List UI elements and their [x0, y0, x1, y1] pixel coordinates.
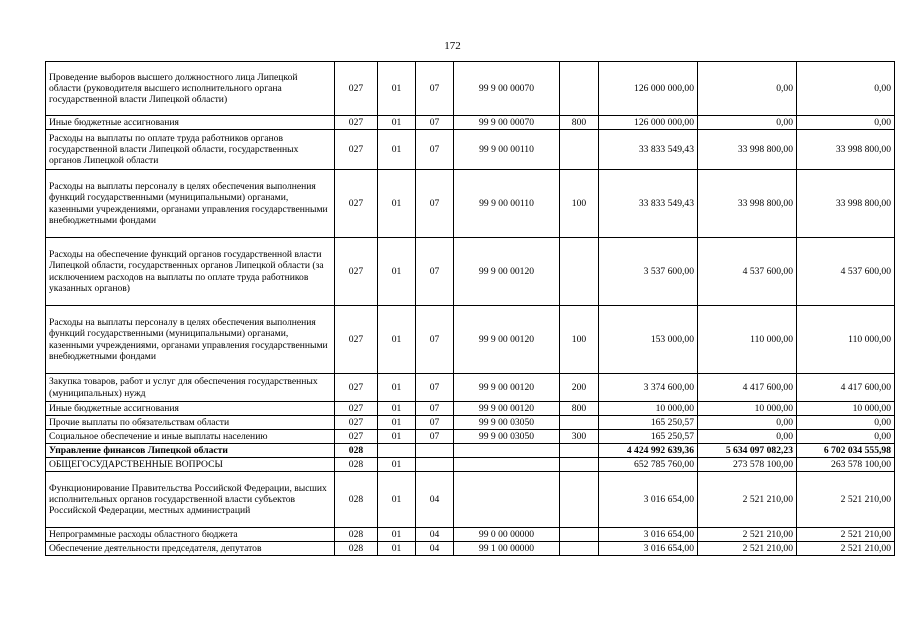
row-name: Иные бюджетные ассигнования [46, 116, 335, 130]
row-subsection: 07 [416, 430, 454, 444]
table-row [46, 472, 895, 528]
row-amount-2: 0,00 [698, 416, 797, 430]
row-subsection: 07 [416, 402, 454, 416]
row-amount-2: 273 578 100,00 [698, 458, 797, 472]
row-amount-1: 126 000 000,00 [599, 116, 698, 130]
row-expense-type [560, 444, 599, 458]
row-section: 01 [378, 374, 416, 402]
table-row [46, 130, 895, 170]
row-amount-1: 4 424 992 639,36 [599, 444, 698, 458]
row-article: 99 9 00 00070 [454, 62, 560, 116]
row-code: 028 [335, 444, 378, 458]
row-article: 99 9 00 00110 [454, 130, 560, 170]
row-article: 99 9 00 00120 [454, 306, 560, 374]
row-article: 99 9 00 00070 [454, 116, 560, 130]
row-article: 99 1 00 00000 [454, 542, 560, 556]
row-code: 028 [335, 528, 378, 542]
row-article [454, 444, 560, 458]
row-amount-3: 6 702 034 555,98 [797, 444, 895, 458]
row-amount-3: 2 521 210,00 [797, 472, 895, 528]
row-name: Обеспечение деятельности председателя, депутатов [46, 542, 335, 556]
table-row [46, 430, 895, 444]
row-amount-1: 3 016 654,00 [599, 542, 698, 556]
row-amount-2: 33 998 800,00 [698, 170, 797, 238]
row-name: Социальное обеспечение и иные выплаты населению [46, 430, 335, 444]
row-subsection: 07 [416, 416, 454, 430]
row-amount-1: 3 016 654,00 [599, 472, 698, 528]
budget-table [45, 61, 895, 556]
row-section: 01 [378, 402, 416, 416]
row-amount-2: 0,00 [698, 62, 797, 116]
row-amount-2: 2 521 210,00 [698, 472, 797, 528]
row-article [454, 458, 560, 472]
row-subsection: 07 [416, 116, 454, 130]
row-code: 027 [335, 306, 378, 374]
page-number: 172 [444, 40, 461, 52]
row-section: 01 [378, 458, 416, 472]
budget-table-body [46, 62, 895, 556]
row-section: 01 [378, 542, 416, 556]
row-expense-type: 100 [560, 306, 599, 374]
row-subsection: 07 [416, 238, 454, 306]
row-expense-type: 100 [560, 170, 599, 238]
row-subsection: 04 [416, 472, 454, 528]
row-section: 01 [378, 116, 416, 130]
row-name: Расходы на выплаты персоналу в целях обеспечения выполнения функций государственными (муниципальными) органами, казенными учреждениями, органами управления государственными внебюджетными фондами [46, 306, 335, 374]
row-amount-2: 2 521 210,00 [698, 542, 797, 556]
row-amount-2: 2 521 210,00 [698, 528, 797, 542]
row-amount-2: 0,00 [698, 430, 797, 444]
row-amount-3: 10 000,00 [797, 402, 895, 416]
row-amount-2: 0,00 [698, 116, 797, 130]
row-amount-2: 4 417 600,00 [698, 374, 797, 402]
row-expense-type: 200 [560, 374, 599, 402]
row-article: 99 0 00 00000 [454, 528, 560, 542]
row-code: 028 [335, 472, 378, 528]
row-amount-1: 126 000 000,00 [599, 62, 698, 116]
row-code: 028 [335, 542, 378, 556]
row-amount-2: 4 537 600,00 [698, 238, 797, 306]
row-expense-type [560, 416, 599, 430]
row-name: Прочие выплаты по обязательствам области [46, 416, 335, 430]
row-amount-3: 110 000,00 [797, 306, 895, 374]
row-expense-type [560, 472, 599, 528]
row-expense-type [560, 62, 599, 116]
row-amount-3: 4 417 600,00 [797, 374, 895, 402]
table-row [46, 116, 895, 130]
row-subsection: 07 [416, 374, 454, 402]
row-expense-type [560, 238, 599, 306]
row-code: 027 [335, 170, 378, 238]
row-section: 01 [378, 472, 416, 528]
row-amount-3: 33 998 800,00 [797, 170, 895, 238]
row-amount-3: 0,00 [797, 430, 895, 444]
row-subsection: 07 [416, 306, 454, 374]
table-row [46, 402, 895, 416]
table-row [46, 170, 895, 238]
row-name: ОБЩЕГОСУДАРСТВЕННЫЕ ВОПРОСЫ [46, 458, 335, 472]
row-code: 027 [335, 374, 378, 402]
row-article: 99 9 00 03050 [454, 430, 560, 444]
table-row [46, 62, 895, 116]
row-name: Расходы на обеспечение функций органов государственной власти Липецкой области, государственных органов Липецкой области (за исключением расходов на выплаты по оплате труда работников указанных органов) [46, 238, 335, 306]
row-section: 01 [378, 130, 416, 170]
table-row [46, 416, 895, 430]
row-section: 01 [378, 430, 416, 444]
table-row [46, 306, 895, 374]
row-name: Непрограммные расходы областного бюджета [46, 528, 335, 542]
row-amount-1: 3 374 600,00 [599, 374, 698, 402]
row-amount-3: 0,00 [797, 62, 895, 116]
row-code: 028 [335, 458, 378, 472]
row-name: Расходы на выплаты персоналу в целях обеспечения выполнения функций государственными (муниципальными) органами, казенными учреждениями, органами управления государственными внебюджетными фондами [46, 170, 335, 238]
row-amount-2: 110 000,00 [698, 306, 797, 374]
row-name: Закупка товаров, работ и услуг для обеспечения государственных (муниципальных) нужд [46, 374, 335, 402]
row-subsection: 04 [416, 528, 454, 542]
row-article [454, 472, 560, 528]
row-article: 99 9 00 00120 [454, 402, 560, 416]
row-code: 027 [335, 430, 378, 444]
row-amount-3: 263 578 100,00 [797, 458, 895, 472]
row-name: Проведение выборов высшего должностного лица Липецкой области (руководителя высшего исполнительного органа государственной власти Липецкой области) [46, 62, 335, 116]
row-amount-1: 33 833 549,43 [599, 170, 698, 238]
row-subsection [416, 458, 454, 472]
row-amount-2: 33 998 800,00 [698, 130, 797, 170]
row-section: 01 [378, 416, 416, 430]
row-section [378, 444, 416, 458]
row-section: 01 [378, 62, 416, 116]
row-amount-3: 0,00 [797, 116, 895, 130]
row-code: 027 [335, 116, 378, 130]
row-subsection [416, 444, 454, 458]
row-amount-3: 33 998 800,00 [797, 130, 895, 170]
row-expense-type: 300 [560, 430, 599, 444]
table-row [46, 458, 895, 472]
row-name: Управление финансов Липецкой области [46, 444, 335, 458]
row-subsection: 07 [416, 170, 454, 238]
row-amount-1: 3 537 600,00 [599, 238, 698, 306]
row-section: 01 [378, 238, 416, 306]
table-row [46, 444, 895, 458]
row-amount-3: 2 521 210,00 [797, 542, 895, 556]
row-amount-2: 10 000,00 [698, 402, 797, 416]
row-amount-1: 165 250,57 [599, 430, 698, 444]
row-code: 027 [335, 62, 378, 116]
row-amount-1: 652 785 760,00 [599, 458, 698, 472]
row-amount-1: 10 000,00 [599, 402, 698, 416]
row-amount-3: 4 537 600,00 [797, 238, 895, 306]
row-subsection: 04 [416, 542, 454, 556]
row-section: 01 [378, 170, 416, 238]
row-expense-type [560, 542, 599, 556]
row-name: Расходы на выплаты по оплате труда работников органов государственной власти Липецкой области, государственных органов Липецкой области [46, 130, 335, 170]
row-code: 027 [335, 416, 378, 430]
row-code: 027 [335, 130, 378, 170]
row-expense-type: 800 [560, 116, 599, 130]
row-expense-type [560, 528, 599, 542]
table-row [46, 528, 895, 542]
row-amount-1: 165 250,57 [599, 416, 698, 430]
row-subsection: 07 [416, 62, 454, 116]
row-expense-type [560, 458, 599, 472]
row-expense-type: 800 [560, 402, 599, 416]
row-amount-1: 33 833 549,43 [599, 130, 698, 170]
row-subsection: 07 [416, 130, 454, 170]
row-section: 01 [378, 306, 416, 374]
row-amount-1: 3 016 654,00 [599, 528, 698, 542]
row-expense-type [560, 130, 599, 170]
row-amount-3: 2 521 210,00 [797, 528, 895, 542]
row-name: Функционирование Правительства Российской Федерации, высших исполнительных органов государственной власти субъектов Российской Федерации, местных администраций [46, 472, 335, 528]
row-code: 027 [335, 238, 378, 306]
row-section: 01 [378, 528, 416, 542]
table-row [46, 542, 895, 556]
row-amount-3: 0,00 [797, 416, 895, 430]
row-article: 99 9 00 00120 [454, 374, 560, 402]
row-name: Иные бюджетные ассигнования [46, 402, 335, 416]
row-amount-1: 153 000,00 [599, 306, 698, 374]
table-row [46, 374, 895, 402]
row-amount-2: 5 634 097 082,23 [698, 444, 797, 458]
row-article: 99 9 00 00110 [454, 170, 560, 238]
row-article: 99 9 00 03050 [454, 416, 560, 430]
row-code: 027 [335, 402, 378, 416]
row-article: 99 9 00 00120 [454, 238, 560, 306]
table-row [46, 238, 895, 306]
